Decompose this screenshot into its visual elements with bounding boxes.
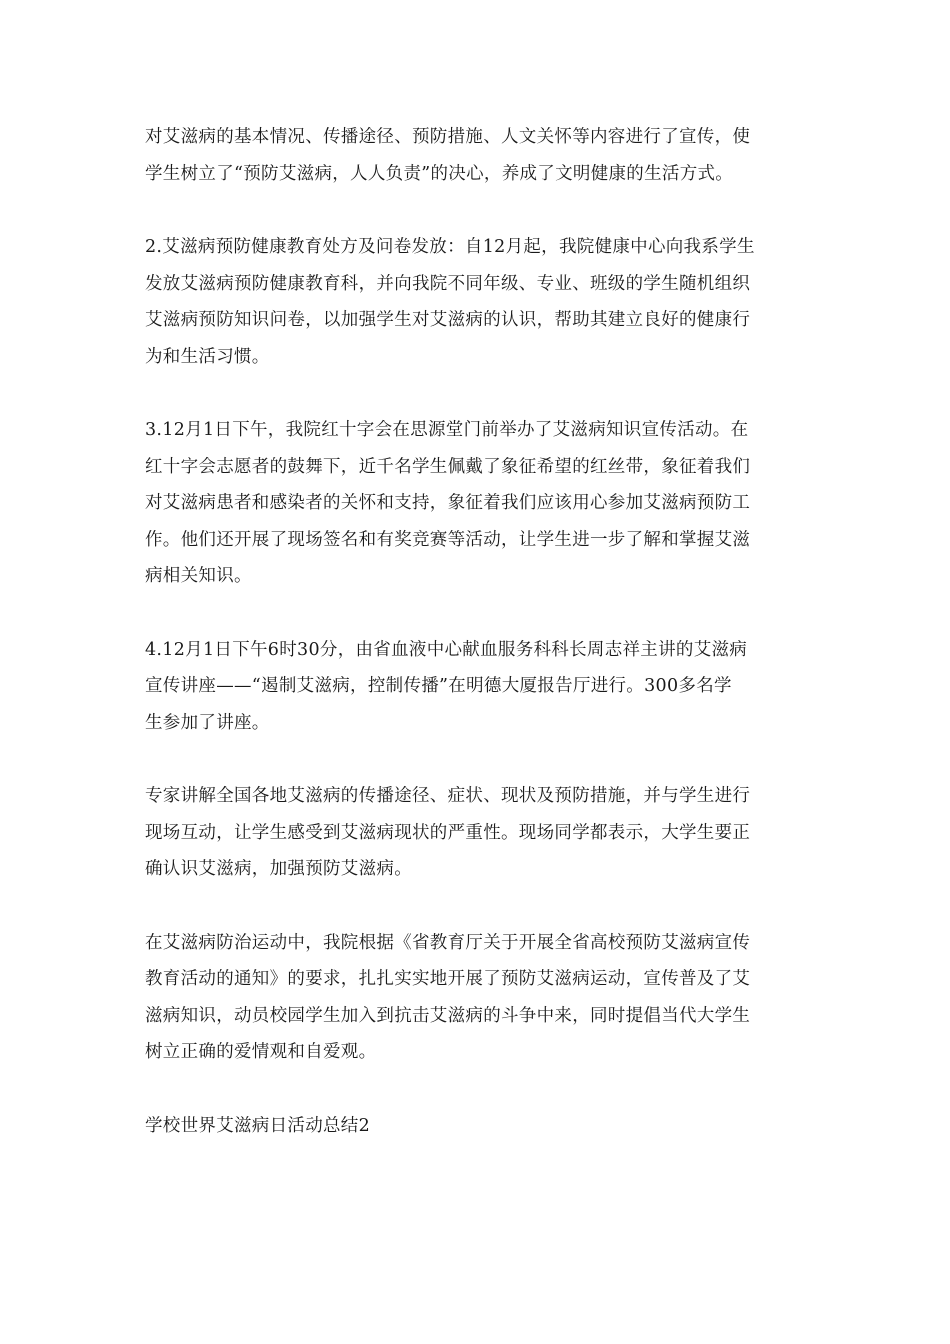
- paragraph-4: 4.12月1日下午6时30分，由省血液中心献血服务科科长周志祥主讲的艾滋病 宣传讲座——“遏制艾滋病，控制传播”在明德大厦报告厅进行。300多名学 生参加了讲座。: [145, 639, 748, 733]
- paragraph-6: 在艾滋病防治运动中，我院根据《省教育厅关于开展全省高校预防艾滋病宣传 教育活动的通知》的要求，扎扎实实地开展了预防艾滋病运动，宣传普及了艾 滋病知识，动员校园学生加入到抗击艾滋病的斗争中来，同时提倡当代大学生 树立正确的爱情观和自爱观。: [145, 932, 751, 1062]
- paragraph-2: 2.艾滋病预防健康教育处方及问卷发放：自12月起，我院健康中心向我系学生 发放艾滋病预防健康教育科，并向我院不同年级、专业、班级的学生随机组织 艾滋病预防知识问卷，以加强学生对艾滋病的认识，帮助其建立良好的健康行 为和生活习惯。: [145, 237, 755, 367]
- paragraph-5: 专家讲解全国各地艾滋病的传播途径、症状、现状及预防措施，并与学生进行 现场互动，让学生感受到艾滋病现状的严重性。现场同学都表示，大学生要正 确认识艾滋病，加强预防艾滋病。: [145, 786, 751, 879]
- paragraph-3: 3.12月1日下午，我院红十字会在思源堂门前举办了艾滋病知识宣传活动。在 红十字会志愿者的鼓舞下，近千名学生佩戴了象征希望的红丝带，象征着我们 对艾滋病患者和感染者的关怀和支持，象征着我们应该用心参加艾滋病预防工 作。他们还开展了现场签名和有奖竞赛等活动，让学生进一步了解和掌握艾滋 病相关知识。: [145, 420, 751, 586]
- section-title: 学校世界艾滋病日活动总结2: [145, 1115, 371, 1136]
- document-body: [145, 119, 810, 1181]
- paragraph-1: 对艾滋病的基本情况、传播途径、预防措施、人文关怀等内容进行了宣传，使 学生树立了“预防艾滋病，人人负责”的决心，养成了文明健康的生活方式。: [145, 127, 751, 184]
